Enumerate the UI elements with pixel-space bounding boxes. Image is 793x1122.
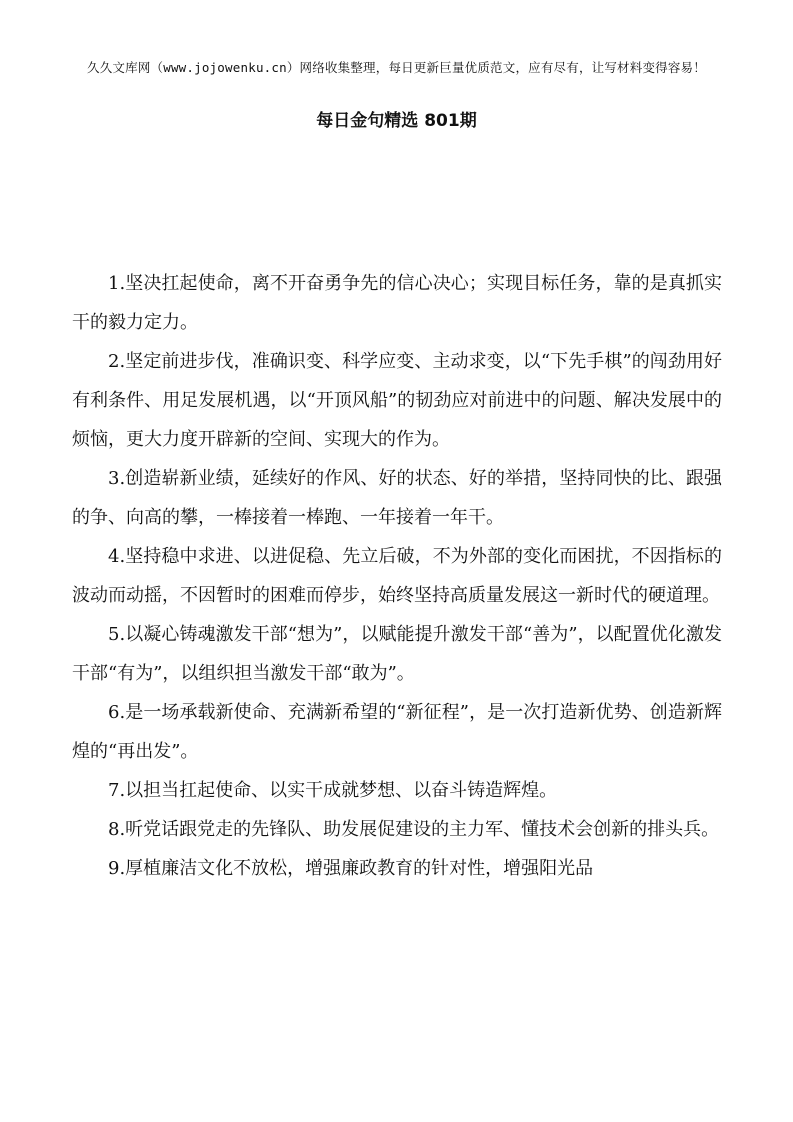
- paragraph-5: 5.以凝心铸魂激发干部“想为”，以赋能提升激发干部“善为”，以配置优化激发干部“有为”，以组织担当激发干部“敢为”。: [72, 624, 722, 684]
- paragraph-9: 9.厚植廉洁文化不放松，增强廉政教育的针对性，增强阳光品: [108, 858, 594, 879]
- paragraph-8: 8.听党话跟党走的先锋队、助发展促建设的主力军、懂技术会创新的排头兵。: [108, 819, 720, 840]
- page-header: 久久文库网（www.jojowenku.cn）网络收集整理，每日更新巨量优质范文，应有尽有，让写材料变得容易！: [87, 60, 706, 75]
- paragraph-2: 2.坚定前进步伐，准确识变、科学应变、主动求变，以“下先手棋”的闯劲用好有利条件、用足发展机遇，以“开顶风船”的韧劲应对前进中的问题、解决发展中的烦恼，更大力度开辟新的空间、实现大的作为。: [72, 351, 722, 450]
- paragraph-1: 1.坚决扛起使命，离不开奋勇争先的信心决心；实现目标任务，靠的是真抓实干的毅力定力。: [72, 273, 722, 333]
- document-body: [72, 264, 722, 888]
- paragraph-4: 4.坚持稳中求进、以进促稳、先立后破，不为外部的变化而困扰，不因指标的波动而动摇，不因暂时的困难而停步，始终坚持高质量发展这一新时代的硬道理。: [72, 546, 722, 606]
- paragraph-3: 3.创造崭新业绩，延续好的作风、好的状态、好的举措，坚持同快的比、跟强的争、向高的攀，一棒接着一棒跑、一年接着一年干。: [72, 468, 722, 528]
- paragraph-7: 7.以担当扛起使命、以实干成就梦想、以奋斗铸造辉煌。: [108, 780, 558, 801]
- document-title: 每日金句精选 801期: [316, 111, 477, 131]
- paragraph-6: 6.是一场承载新使命、充满新希望的“新征程”，是一次打造新优势、创造新辉煌的“再出发”。: [72, 702, 722, 762]
